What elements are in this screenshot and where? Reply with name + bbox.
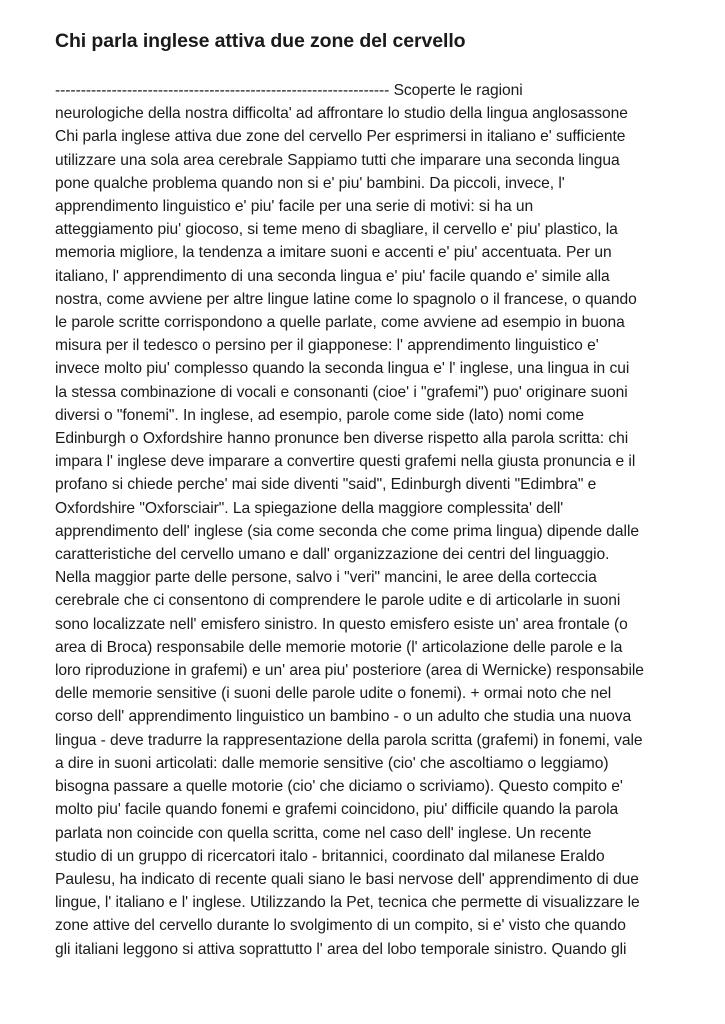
text-line: cerebrale che ci consentono di comprendere le parole udite e di articolarle in suoni [55,592,621,610]
text-line: le parole scritte corrispondono a quelle parlate, come avviene ad esempio in buona [55,314,625,332]
text-line: apprendimento dell' inglese (sia come seconda che come prima lingua) dipende dalle [55,522,639,540]
text-line: nostra, come avviene per altre lingue latine come lo spagnolo o il francese, o quando [55,290,637,308]
text-line: impara l' inglese deve imparare a convertire questi grafemi nella giusta pronuncia e il [55,453,636,471]
text-line: atteggiamento piu' giocoso, si teme meno di sbagliare, il cervello e' piu' plastico, la [55,221,618,239]
text-line: area di Broca) responsabile delle memorie motorie (l' articolazione delle parole e la [55,638,623,656]
text-line: a dire in suoni articolati: dalle memorie sensitive (cio' che ascoltiamo o leggiamo) [55,754,609,772]
text-line: ----------------------------------------------------------------- Scoperte le ragioni [55,82,523,99]
text-line: studio di un gruppo di ricercatori italo - britannici, coordinato dal milanese Eraldo [55,847,605,865]
text-line: caratteristiche del cervello umano e dall' organizzazione dei centri del linguaggio. [55,546,610,564]
text-line: neurologiche della nostra difficolta' ad affrontare lo studio della lingua anglosassone [55,105,628,123]
text-line: Nella maggior parte delle persone, salvo i "veri" mancini, le aree della corteccia [55,569,597,587]
text-line: corso dell' apprendimento linguistico un bambino - o un adulto che studia una nuova [55,708,632,726]
text-line: la stessa combinazione di vocali e consonanti (cioe' i "grafemi") puo' originare suoni [55,383,628,401]
text-line: sono localizzate nell' emisfero sinistro. In questo emisfero esiste un' area frontale (o [55,615,628,633]
text-line: profano si chiede perche' mai side diventi "said", Edinburgh diventi "Edimbra" e [55,476,597,494]
article-body [55,79,673,961]
text-line: Paulesu, ha indicato di recente quali siano le basi nervose dell' apprendimento di due [55,870,639,888]
text-line: pone qualche problema quando non si e' piu' bambini. Da piccoli, invece, l' [55,174,565,192]
text-line: loro riproduzione in grafemi) e un' area piu' posteriore (area di Wernicke) responsabile [55,662,644,680]
text-line: Oxfordshire "Oxforsciair". La spiegazione della maggiore complessita' dell' [55,499,564,517]
text-line: italiano, l' apprendimento di una seconda lingua e' piu' facile quando e' simile alla [55,267,610,285]
text-line: Edinburgh o Oxfordshire hanno pronunce ben diverse rispetto alla parola scritta: chi [55,430,629,448]
text-line: delle memorie sensitive (i suoni delle parole udite o fonemi). + ormai noto che nel [55,685,612,703]
text-line: Chi parla inglese attiva due zone del cervello Per esprimersi in italiano e' sufficiente [55,128,626,146]
text-line: diversi o "fonemi". In inglese, ad esempio, parole come side (lato) nomi come [55,406,584,424]
text-line: bisogna passare a quelle motorie (cio' che diciamo o scriviamo). Questo compito e' [55,778,623,796]
text-line: lingua - deve tradurre la rappresentazione della parola scritta (grafemi) in fonemi, vale [55,731,643,749]
text-line: zone attive del cervello durante lo svolgimento di un compito, si e' visto che quando [55,917,626,935]
document-page [55,28,673,961]
text-line: invece molto piu' complesso quando la seconda lingua e' l' inglese, una lingua in cui [55,360,630,378]
text-line: utilizzare una sola area cerebrale Sappiamo tutti che imparare una seconda lingua [55,151,620,169]
text-line: memoria migliore, la tendenza a imitare suoni e accenti e' piu' accentuata. Per un [55,244,612,262]
text-line: gli italiani leggono si attiva soprattutto l' area del lobo temporale sinistro. Quando gli [55,940,627,958]
text-line: molto piu' facile quando fonemi e grafemi coincidono, piu' difficile quando la parola [55,801,619,819]
text-line: misura per il tedesco o persino per il giapponese: l' apprendimento linguistico e' [55,337,599,355]
document-title: Chi parla inglese attiva due zone del cervello [55,30,466,52]
text-line: lingue, l' italiano e l' inglese. Utilizzando la Pet, tecnica che permette di visualizzare le [55,894,640,912]
text-line: parlata non coincide con quella scritta, come nel caso dell' inglese. Un recente [55,824,592,842]
text-line: apprendimento linguistico e' piu' facile per una serie di motivi: si ha un [55,198,534,216]
